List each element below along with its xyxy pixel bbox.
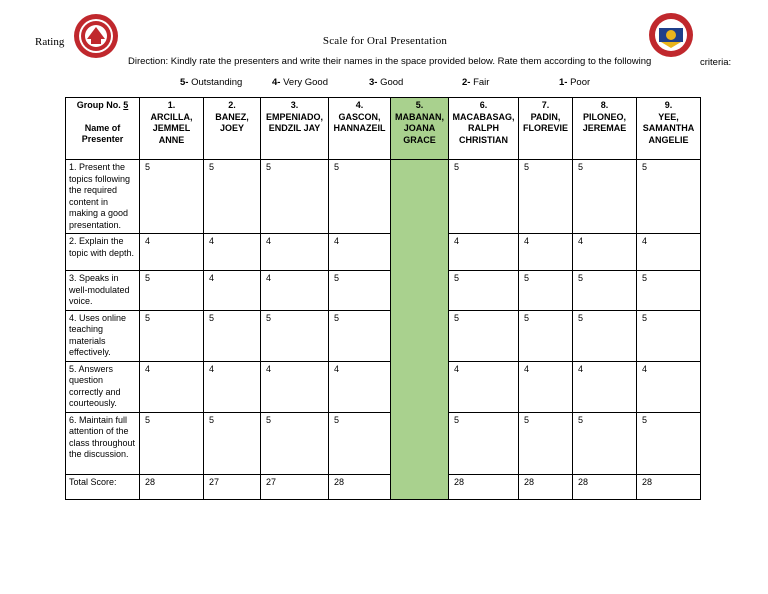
total-score-label: Total Score:	[66, 474, 140, 499]
score-cell: 5	[261, 160, 329, 234]
total-cell: 28	[637, 474, 701, 499]
score-cell: 4	[261, 361, 329, 412]
total-cell: 28	[329, 474, 391, 499]
score-cell: 5	[449, 160, 519, 234]
score-cell: 5	[261, 412, 329, 474]
score-cell: 4	[204, 234, 261, 271]
score-cell: 5	[637, 310, 701, 361]
criterion-row	[66, 361, 701, 412]
presenter-header: 1. ARCILLA, JEMMEL ANNE	[140, 98, 204, 160]
score-cell: 5	[519, 310, 573, 361]
score-cell: 5	[204, 310, 261, 361]
criterion-label: 5. Answers question correctly and courteously.	[66, 361, 140, 412]
page-title: Scale for Oral Presentation	[322, 35, 448, 47]
total-cell: 27	[261, 474, 329, 499]
score-cell: 4	[573, 234, 637, 271]
presenter-label: Presenter	[81, 134, 124, 144]
highlighted-column	[391, 160, 449, 500]
score-cell: 4	[519, 234, 573, 271]
score-cell: 5	[449, 310, 519, 361]
total-cell: 28	[140, 474, 204, 499]
score-cell: 5	[519, 412, 573, 474]
criterion-row	[66, 412, 701, 474]
criterion-row	[66, 310, 701, 361]
scale-item-very-good: 4- Very Good	[272, 77, 328, 88]
school-seal-icon	[648, 12, 694, 58]
scale-item-outstanding: 5- Outstanding	[180, 77, 243, 88]
direction-text: Direction: Kindly rate the presenters and write their names in the space provided below. Rate them according to the following	[128, 56, 652, 67]
group-name-header	[66, 98, 140, 160]
score-cell: 5	[519, 160, 573, 234]
score-cell: 5	[329, 310, 391, 361]
score-cell: 4	[449, 361, 519, 412]
score-cell: 5	[637, 271, 701, 311]
score-cell: 5	[449, 271, 519, 311]
total-cell: 28	[519, 474, 573, 499]
score-cell: 5	[329, 412, 391, 474]
criterion-label: 2. Explain the topic with depth.	[66, 234, 140, 271]
score-cell: 5	[573, 271, 637, 311]
score-cell: 4	[261, 234, 329, 271]
score-cell: 4	[637, 361, 701, 412]
presenter-header: 8. PILONEO, JEREMAE	[573, 98, 637, 160]
scale-item-fair: 2- Fair	[462, 77, 490, 88]
score-cell: 5	[329, 160, 391, 234]
presenter-header: 2. BANEZ, JOEY	[204, 98, 261, 160]
header-row	[66, 98, 701, 160]
score-cell: 5	[519, 271, 573, 311]
presenter-header: 7. PADIN, FLOREVIE	[519, 98, 573, 160]
score-cell: 4	[204, 271, 261, 311]
total-cell: 28	[449, 474, 519, 499]
score-cell: 5	[140, 310, 204, 361]
score-cell: 5	[261, 310, 329, 361]
name-of-label: Name of	[84, 122, 121, 133]
score-cell: 4	[449, 234, 519, 271]
score-cell: 5	[573, 160, 637, 234]
criterion-row	[66, 160, 701, 234]
score-cell: 5	[140, 271, 204, 311]
score-cell: 5	[140, 160, 204, 234]
score-cell: 5	[637, 160, 701, 234]
presenter-header: 4. GASCON, HANNAZEIL	[329, 98, 391, 160]
score-cell: 4	[329, 234, 391, 271]
score-cell: 5	[637, 412, 701, 474]
score-cell: 5	[204, 412, 261, 474]
rating-table	[65, 97, 701, 500]
group-number-label: Group No. 5	[76, 100, 129, 110]
score-cell: 4	[519, 361, 573, 412]
total-cell: 27	[204, 474, 261, 499]
score-cell: 5	[573, 412, 637, 474]
score-cell: 4	[204, 361, 261, 412]
presenter-header: 9. YEE, SAMANTHA ANGELIE	[637, 98, 701, 160]
score-cell: 5	[204, 160, 261, 234]
criteria-label: criteria:	[700, 57, 732, 68]
university-seal-icon	[73, 13, 119, 59]
total-row	[66, 474, 701, 499]
score-cell: 4	[140, 234, 204, 271]
criterion-row	[66, 271, 701, 311]
score-cell: 4	[140, 361, 204, 412]
score-cell: 5	[140, 412, 204, 474]
score-cell: 4	[329, 361, 391, 412]
presenter-header: 3. EMPENIADO, ENDZIL JAY	[261, 98, 329, 160]
rating-label: Rating	[35, 36, 65, 48]
criterion-row	[66, 234, 701, 271]
total-cell: 28	[573, 474, 637, 499]
criterion-label: 3. Speaks in well-modulated voice.	[66, 271, 140, 311]
scale-item-poor: 1- Poor	[559, 77, 591, 88]
score-cell: 4	[637, 234, 701, 271]
scale-item-good: 3- Good	[369, 77, 404, 88]
score-cell: 4	[261, 271, 329, 311]
score-cell: 5	[329, 271, 391, 311]
presenter-header: 6. MACABASAG, RALPH CHRISTIAN	[449, 98, 519, 160]
criterion-label: 1. Present the topics following the required content in making a good presentation.	[66, 160, 140, 234]
presenter-header-highlighted: 5. MABANAN, JOANA GRACE	[391, 98, 449, 160]
score-cell: 5	[573, 310, 637, 361]
criterion-label: 4. Uses online teaching materials effectively.	[66, 310, 140, 361]
score-cell: 5	[449, 412, 519, 474]
criterion-label: 6. Maintain full attention of the class throughout the discussion.	[66, 412, 140, 474]
score-cell: 4	[573, 361, 637, 412]
